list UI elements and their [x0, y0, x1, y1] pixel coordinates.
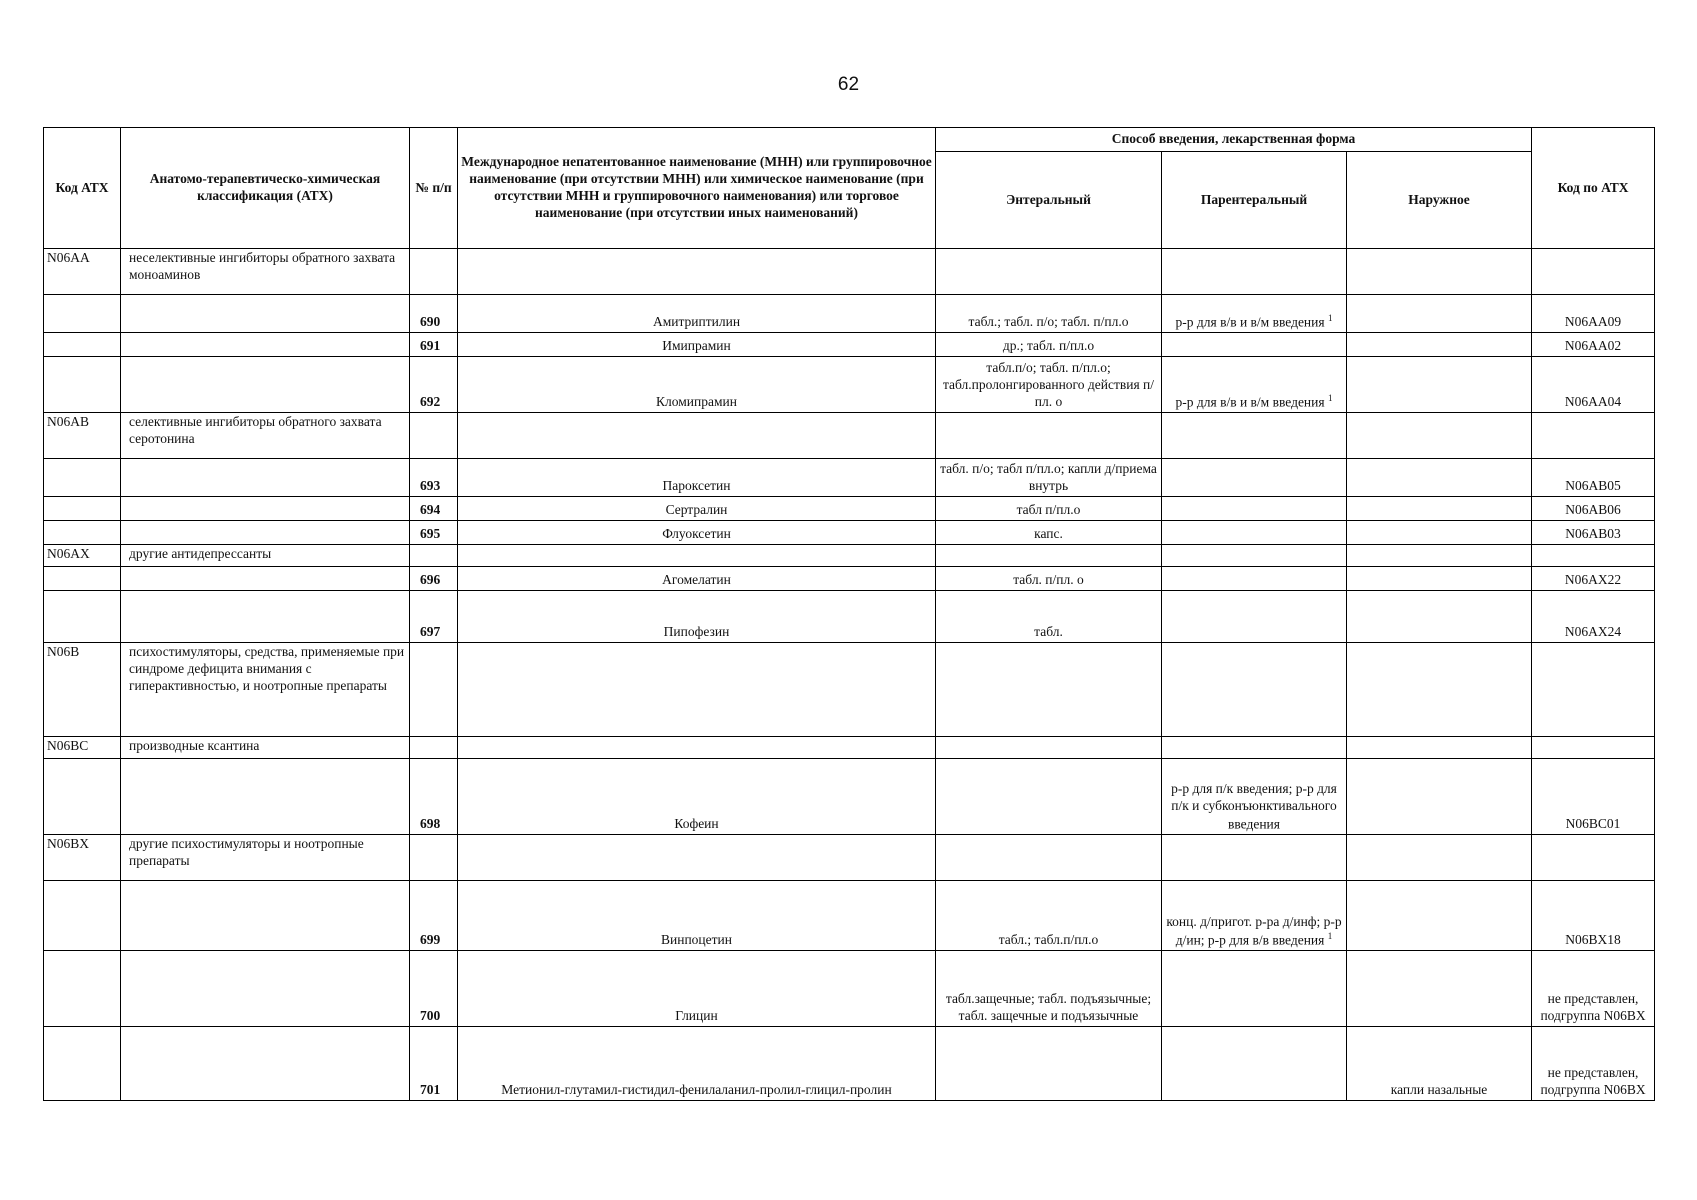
atx-code: N06AA	[44, 249, 121, 295]
table-row	[44, 521, 1655, 545]
atx-classification: психостимуляторы, средства, применяемые при синдроме дефицита внимания с гиперактивностью, и ноотропные препараты	[121, 643, 410, 737]
atx-code	[44, 567, 121, 591]
atc-code	[1532, 249, 1655, 295]
atx-code	[44, 295, 121, 333]
atx-classification	[121, 459, 410, 497]
footnote-mark: 1	[1327, 930, 1333, 941]
row-number: 696	[410, 567, 458, 591]
drug-name: Пипофезин	[458, 591, 936, 643]
drug-name: Амитриптилин	[458, 295, 936, 333]
atc-code: не представлен, подгруппа N06BX	[1532, 951, 1655, 1027]
enteral-form	[936, 249, 1162, 295]
parenteral-form	[1162, 643, 1347, 737]
drug-name	[458, 545, 936, 567]
row-number: 690	[410, 295, 458, 333]
row-number	[410, 835, 458, 881]
parenteral-form	[1162, 545, 1347, 567]
atx-classification: селективные ингибиторы обратного захвата серотонина	[121, 413, 410, 459]
drug-name: Винпоцетин	[458, 881, 936, 951]
external-form	[1347, 881, 1532, 951]
atx-classification: другие антидепрессанты	[121, 545, 410, 567]
row-number: 699	[410, 881, 458, 951]
atx-classification	[121, 1027, 410, 1101]
parenteral-form	[1162, 737, 1347, 759]
atc-code: N06AB05	[1532, 459, 1655, 497]
enteral-form	[936, 643, 1162, 737]
table-row	[44, 357, 1655, 413]
drug-name: Глицин	[458, 951, 936, 1027]
drug-name: Пароксетин	[458, 459, 936, 497]
table-row	[44, 643, 1655, 737]
atc-code: N06AB03	[1532, 521, 1655, 545]
external-form	[1347, 413, 1532, 459]
row-number	[410, 413, 458, 459]
external-form	[1347, 521, 1532, 545]
atc-code: N06AX24	[1532, 591, 1655, 643]
header-parenteral: Парентеральный	[1162, 152, 1347, 249]
atx-classification	[121, 357, 410, 413]
table-row	[44, 591, 1655, 643]
row-number: 695	[410, 521, 458, 545]
enteral-form: табл п/пл.о	[936, 497, 1162, 521]
parenteral-form	[1162, 881, 1347, 951]
table-row	[44, 567, 1655, 591]
parenteral-form	[1162, 591, 1347, 643]
row-number	[410, 643, 458, 737]
enteral-form: табл. п/о; табл п/пл.о; капли д/приема внутрь	[936, 459, 1162, 497]
atx-code	[44, 1027, 121, 1101]
atx-classification	[121, 295, 410, 333]
table-row	[44, 951, 1655, 1027]
row-number: 701	[410, 1027, 458, 1101]
footnote-mark: 1	[1327, 392, 1333, 403]
drug-name	[458, 737, 936, 759]
atx-code	[44, 881, 121, 951]
parenteral-form	[1162, 951, 1347, 1027]
parenteral-form	[1162, 567, 1347, 591]
parenteral-form	[1162, 333, 1347, 357]
parenteral-form	[1162, 459, 1347, 497]
external-form	[1347, 497, 1532, 521]
parenteral-form	[1162, 413, 1347, 459]
atx-code: N06B	[44, 643, 121, 737]
parenteral-form	[1162, 497, 1347, 521]
external-form: капли назальные	[1347, 1027, 1532, 1101]
atx-code: N06AB	[44, 413, 121, 459]
atc-code	[1532, 413, 1655, 459]
drug-classification-table	[43, 127, 1655, 1101]
enteral-form	[936, 545, 1162, 567]
header-atc-code: Код по АТХ	[1532, 128, 1655, 249]
drug-name	[458, 249, 936, 295]
atc-code: N06AX22	[1532, 567, 1655, 591]
enteral-form	[936, 835, 1162, 881]
atx-classification: производные ксантина	[121, 737, 410, 759]
header-route-group: Способ введения, лекарственная форма	[936, 128, 1532, 152]
header-enteral: Энтеральный	[936, 152, 1162, 249]
row-number	[410, 545, 458, 567]
drug-name	[458, 413, 936, 459]
row-number	[410, 737, 458, 759]
table-row	[44, 249, 1655, 295]
external-form	[1347, 545, 1532, 567]
atx-code	[44, 357, 121, 413]
atx-code	[44, 333, 121, 357]
row-number: 697	[410, 591, 458, 643]
atc-code	[1532, 835, 1655, 881]
atx-code	[44, 459, 121, 497]
atx-code	[44, 951, 121, 1027]
atx-code	[44, 759, 121, 835]
enteral-form	[936, 1027, 1162, 1101]
parenteral-text: р-р для в/в и в/м введения	[1175, 314, 1325, 330]
enteral-form: табл.	[936, 591, 1162, 643]
table-row	[44, 497, 1655, 521]
external-form	[1347, 835, 1532, 881]
atc-code	[1532, 737, 1655, 759]
enteral-form: табл.п/о; табл. п/пл.о; табл.пролонгированного действия п/пл. о	[936, 357, 1162, 413]
external-form	[1347, 737, 1532, 759]
enteral-form: табл.; табл. п/о; табл. п/пл.о	[936, 295, 1162, 333]
header-external: Наружное	[1347, 152, 1532, 249]
table-row	[44, 835, 1655, 881]
atx-classification	[121, 881, 410, 951]
drug-name: Сертралин	[458, 497, 936, 521]
atx-classification	[121, 333, 410, 357]
row-number: 693	[410, 459, 458, 497]
parenteral-text: р-р для в/в и в/м введения	[1175, 394, 1325, 410]
atc-code: N06BX18	[1532, 881, 1655, 951]
atx-classification	[121, 497, 410, 521]
enteral-form: др.; табл. п/пл.о	[936, 333, 1162, 357]
page-number: 62	[837, 74, 860, 95]
enteral-form: табл. п/пл. о	[936, 567, 1162, 591]
table-row	[44, 881, 1655, 951]
enteral-form	[936, 413, 1162, 459]
parenteral-form	[1162, 357, 1347, 413]
external-form	[1347, 567, 1532, 591]
row-number: 691	[410, 333, 458, 357]
table-row	[44, 737, 1655, 759]
parenteral-text: конц. д/пригот. р-ра д/инф; р-р д/ин; р-р для в/в введения	[1166, 913, 1342, 948]
footnote-mark: 1	[1327, 312, 1333, 323]
parenteral-form	[1162, 1027, 1347, 1101]
atc-code: N06AA02	[1532, 333, 1655, 357]
atx-classification: другие психостимуляторы и ноотропные препараты	[121, 835, 410, 881]
drug-name	[458, 835, 936, 881]
atx-code: N06AX	[44, 545, 121, 567]
external-form	[1347, 591, 1532, 643]
atc-code	[1532, 545, 1655, 567]
atx-code: N06BX	[44, 835, 121, 881]
atc-code: N06BC01	[1532, 759, 1655, 835]
header-classification: Анатомо-терапевтическо-химическая классификация (АТХ)	[121, 128, 410, 249]
table-row	[44, 545, 1655, 567]
row-number: 692	[410, 357, 458, 413]
parenteral-form	[1162, 835, 1347, 881]
external-form	[1347, 249, 1532, 295]
atx-code: N06BC	[44, 737, 121, 759]
enteral-form: табл.; табл.п/пл.о	[936, 881, 1162, 951]
enteral-form: табл.защечные; табл. подъязычные; табл. защечные и подъязычные	[936, 951, 1162, 1027]
row-number: 698	[410, 759, 458, 835]
table-row	[44, 759, 1655, 835]
atx-code	[44, 591, 121, 643]
atx-classification: неселективные ингибиторы обратного захвата моноаминов	[121, 249, 410, 295]
external-form	[1347, 295, 1532, 333]
row-number: 694	[410, 497, 458, 521]
parenteral-text: р-р для п/к введения; р-р для п/к и субконъюнктивального введения	[1171, 780, 1337, 832]
enteral-form: капс.	[936, 521, 1162, 545]
table-row	[44, 295, 1655, 333]
table-row	[44, 413, 1655, 459]
table-row	[44, 1027, 1655, 1101]
header-number: № п/п	[410, 128, 458, 249]
atx-classification	[121, 951, 410, 1027]
atc-code: N06AA04	[1532, 357, 1655, 413]
table-row	[44, 459, 1655, 497]
row-number	[410, 249, 458, 295]
row-number: 700	[410, 951, 458, 1027]
table-row	[44, 333, 1655, 357]
external-form	[1347, 951, 1532, 1027]
atc-code: не представлен, подгруппа N06BX	[1532, 1027, 1655, 1101]
atx-code	[44, 521, 121, 545]
header-code: Код АТХ	[44, 128, 121, 249]
external-form	[1347, 357, 1532, 413]
drug-name: Кломипрамин	[458, 357, 936, 413]
drug-name: Агомелатин	[458, 567, 936, 591]
atc-code: N06AB06	[1532, 497, 1655, 521]
parenteral-form	[1162, 295, 1347, 333]
parenteral-form	[1162, 249, 1347, 295]
atx-classification	[121, 521, 410, 545]
parenteral-form	[1162, 521, 1347, 545]
external-form	[1347, 459, 1532, 497]
parenteral-form	[1162, 759, 1347, 835]
external-form	[1347, 643, 1532, 737]
drug-name: Кофеин	[458, 759, 936, 835]
enteral-form	[936, 737, 1162, 759]
enteral-form	[936, 759, 1162, 835]
header-name: Международное непатентованное наименование (МНН) или группировочное наименование (при отсутствии МНН) или химическое наименование (при отсутствии МНН и группировочного наименования) или торговое наименование (при отсутствии иных наименований)	[458, 128, 936, 249]
drug-name: Метионил-глутамил-гистидил-фенилаланил-пролил-глицил-пролин	[458, 1027, 936, 1101]
atx-classification	[121, 567, 410, 591]
atx-classification	[121, 591, 410, 643]
drug-name: Имипрамин	[458, 333, 936, 357]
drug-name	[458, 643, 936, 737]
atx-code	[44, 497, 121, 521]
drug-name: Флуоксетин	[458, 521, 936, 545]
atc-code: N06AA09	[1532, 295, 1655, 333]
atc-code	[1532, 643, 1655, 737]
external-form	[1347, 759, 1532, 835]
external-form	[1347, 333, 1532, 357]
atx-classification	[121, 759, 410, 835]
